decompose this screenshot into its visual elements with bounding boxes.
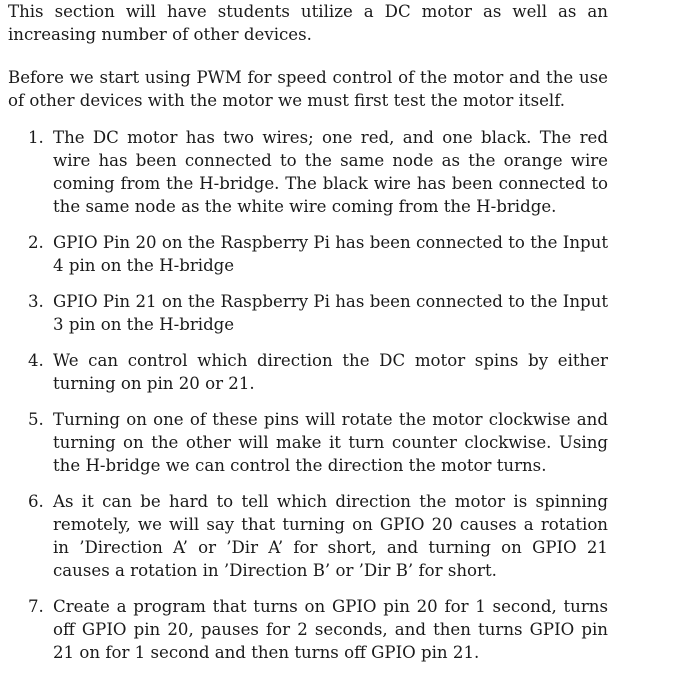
list-item xyxy=(8,126,608,218)
list-item-number: 3. xyxy=(28,292,44,311)
list-item-number: 7. xyxy=(28,597,44,616)
steps-list xyxy=(8,126,608,664)
list-item xyxy=(8,490,608,582)
list-item-text: GPIO Pin 20 on the Raspberry Pi has been connected to the Input 4 pin on the H-bridge xyxy=(53,233,608,275)
list-item-text: Turning on one of these pins will rotate the motor clockwise and turning on the other will make it turn counter clockwise. Using the H-bridge we can control the direction the motor turns. xyxy=(53,410,608,475)
list-item xyxy=(8,231,608,277)
list-item-number: 1. xyxy=(28,128,44,147)
list-item-number: 4. xyxy=(28,351,44,370)
list-item-text: GPIO Pin 21 on the Raspberry Pi has been connected to the Input 3 pin on the H-bridge xyxy=(53,292,608,334)
list-item-text: The DC motor has two wires; one red, and one black. The red wire has been connected to the same node as the orange wire coming from the H-bridge. The black wire has been connected to the same node as the white wire coming from the H-bridge. xyxy=(53,128,608,216)
document-page xyxy=(8,0,608,677)
list-item-text: Create a program that turns on GPIO pin 20 for 1 second, turns off GPIO pin 20, pauses for 2 seconds, and then turns GPIO pin 21 on for 1 second and then turns off GPIO pin 21. xyxy=(53,597,608,662)
list-item-number: 5. xyxy=(28,410,44,429)
list-item-number: 2. xyxy=(28,233,44,252)
preface-paragraph: Before we start using PWM for speed control of the motor and the use of other devices with the motor we must first test the motor itself. xyxy=(8,68,608,110)
list-item xyxy=(8,290,608,336)
list-item xyxy=(8,595,608,664)
list-item xyxy=(8,349,608,395)
list-item-text: As it can be hard to tell which direction the motor is spinning remotely, we will say that turning on GPIO 20 causes a rotation in ’Direction A’ or ’Dir A’ for short, and turning on GPIO 21 causes a rotation in ’Direction B’ or ’Dir B’ for short. xyxy=(53,492,608,580)
intro-paragraph: This section will have students utilize a DC motor as well as an increasing number of other devices. xyxy=(8,2,608,44)
list-item xyxy=(8,408,608,477)
list-item-number: 6. xyxy=(28,492,44,511)
list-item-text: We can control which direction the DC motor spins by either turning on pin 20 or 21. xyxy=(53,351,608,393)
